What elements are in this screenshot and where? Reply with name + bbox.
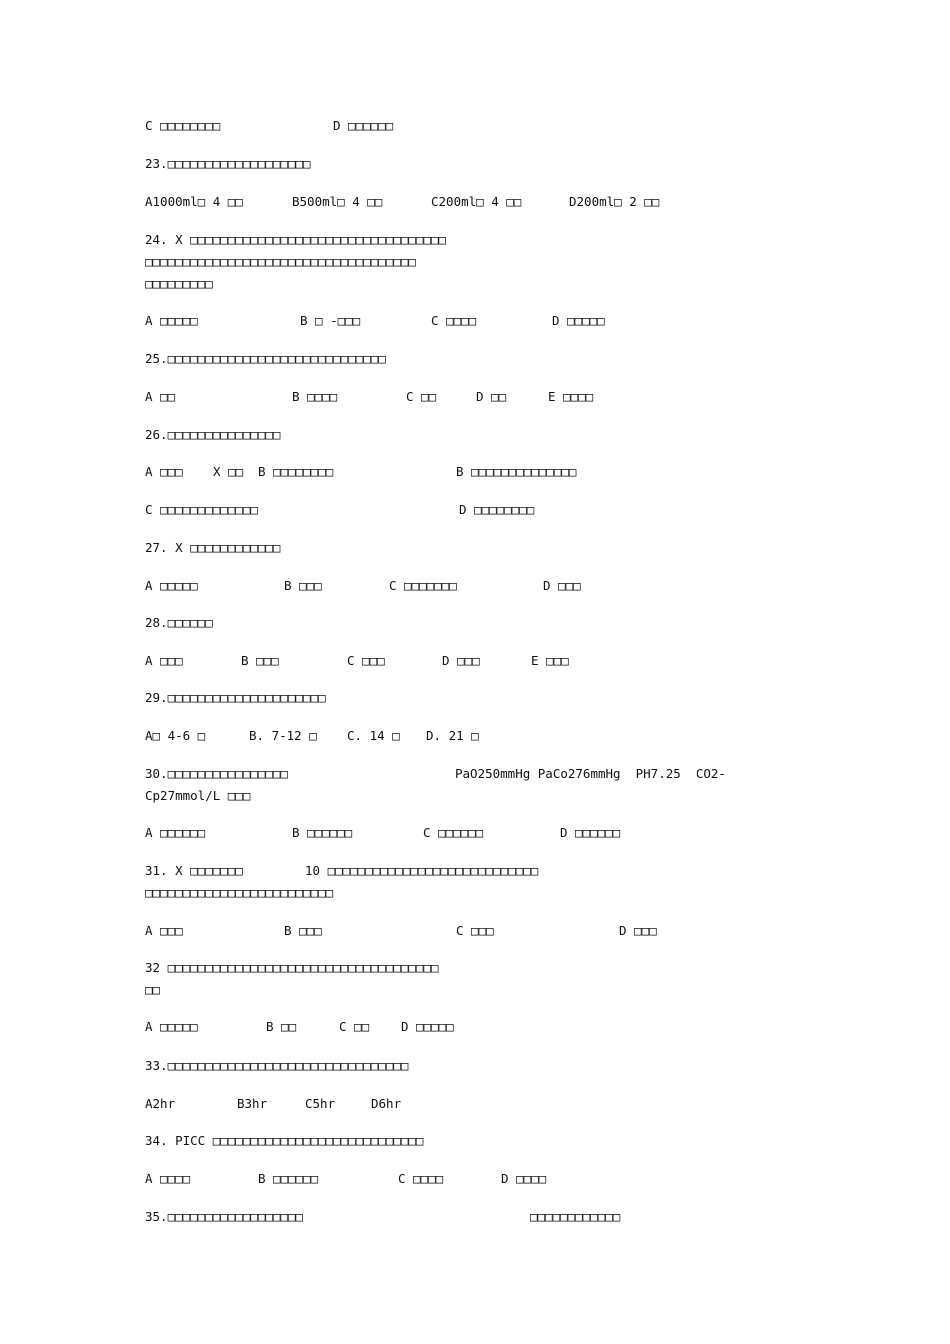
question-25: 25.□□□□□□□□□□□□□□□□□□□□□□□□□□□□□ [145, 351, 386, 366]
question-23: 23.□□□□□□□□□□□□□□□□□□□ [145, 156, 311, 171]
option-a: A □□ [145, 389, 176, 404]
question-31-line-2: □□□□□□□□□□□□□□□□□□□□□□□□□ [145, 885, 334, 900]
option-c: C □□□□□□□□□□□□□ [145, 502, 258, 517]
question-30-values: PaO250mmHg PaCo276mmHg PH7.25 CO2- [455, 766, 726, 781]
option-c: C □□□□ [431, 313, 477, 328]
option-b: B. 7-12 □ [249, 728, 317, 743]
question-30: 30.□□□□□□□□□□□□□□□□ [145, 766, 288, 781]
option-c: C □□ [339, 1019, 370, 1034]
option-a-cont: X □□ [213, 464, 244, 479]
option-b: B □□□ [241, 653, 279, 668]
option-c: C □□ [406, 389, 437, 404]
question-34: 34. PICC □□□□□□□□□□□□□□□□□□□□□□□□□□□□ [145, 1133, 424, 1148]
option-a: A □□□□□□ [145, 825, 206, 840]
question-31-cont: 10 □□□□□□□□□□□□□□□□□□□□□□□□□□□□ [305, 863, 539, 878]
option-b: B500ml□ 4 □□ [292, 194, 383, 209]
option-b: B □□□ [284, 578, 322, 593]
option-e: E □□□□ [548, 389, 594, 404]
option-d: D6hr [371, 1096, 402, 1111]
question-28: 28.□□□□□□ [145, 615, 213, 630]
option-b: B □□□□ [292, 389, 338, 404]
option-d: D. 21 □ [426, 728, 479, 743]
option-b: B3hr [237, 1096, 268, 1111]
question-24-line-2: □□□□□□□□□□□□□□□□□□□□□□□□□□□□□□□□□□□□ [145, 254, 416, 269]
option-a: A □□□□□ [145, 313, 198, 328]
question-24: 24. X □□□□□□□□□□□□□□□□□□□□□□□□□□□□□□□□□□ [145, 232, 447, 247]
question-26: 26.□□□□□□□□□□□□□□□ [145, 427, 281, 442]
option-b: B □□□□□□□□ [258, 464, 334, 479]
option-b: B □□□□□□ [292, 825, 353, 840]
option-d: D □□□ [619, 923, 657, 938]
question-32: 32 □□□□□□□□□□□□□□□□□□□□□□□□□□□□□□□□□□□□ [145, 960, 439, 975]
option-d: D □□□□□□ [560, 825, 621, 840]
option-e: E □□□ [531, 653, 569, 668]
option-a: A □□□□□ [145, 578, 198, 593]
option-a: A□ 4-6 □ [145, 728, 206, 743]
option-c: C200ml□ 4 □□ [431, 194, 522, 209]
question-24-line-3: □□□□□□□□□ [145, 276, 213, 291]
option-d: D200ml□ 2 □□ [569, 194, 660, 209]
option-d: D □□□□□□□□ [459, 502, 535, 517]
question-30-line-2: Cp27mmol/L □□□ [145, 788, 251, 803]
option-d: D □□□□□ [552, 313, 605, 328]
option-c: C. 14 □ [347, 728, 400, 743]
question-31: 31. X □□□□□□□ [145, 863, 243, 878]
option-c: C □□□□□□□ [389, 578, 457, 593]
option-d: D □□□ [543, 578, 581, 593]
option-c: C □□□□□□□□ [145, 118, 221, 133]
option-d: D □□□□ [501, 1171, 547, 1186]
option-a: A1000ml□ 4 □□ [145, 194, 243, 209]
option-c: C □□□□ [398, 1171, 444, 1186]
option-c: C □□□ [347, 653, 385, 668]
option-d: D □□□□□ [401, 1019, 454, 1034]
question-29: 29.□□□□□□□□□□□□□□□□□□□□□ [145, 690, 326, 705]
option-b-alt: B □□□□□□□□□□□□□□ [456, 464, 577, 479]
option-d: D □□□□□□ [333, 118, 394, 133]
option-a: A □□□□ [145, 1171, 191, 1186]
option-d: D □□□ [442, 653, 480, 668]
option-b: B □□□□□□ [258, 1171, 319, 1186]
option-c: C □□□ [456, 923, 494, 938]
question-35: 35.□□□□□□□□□□□□□□□□□□ [145, 1209, 304, 1224]
option-a: A □□□ [145, 464, 183, 479]
option-b: B □□ [266, 1019, 297, 1034]
option-a: A □□□□□ [145, 1019, 198, 1034]
option-a: A2hr [145, 1096, 176, 1111]
option-c: C5hr [305, 1096, 336, 1111]
option-b: B □□□ [284, 923, 322, 938]
question-35-cont: □□□□□□□□□□□□ [530, 1209, 621, 1224]
option-c: C □□□□□□ [423, 825, 484, 840]
question-27: 27. X □□□□□□□□□□□□ [145, 540, 281, 555]
question-33: 33.□□□□□□□□□□□□□□□□□□□□□□□□□□□□□□□□ [145, 1058, 409, 1073]
question-32-line-2: □□ [145, 982, 161, 997]
option-d: D □□ [476, 389, 507, 404]
option-a: A □□□ [145, 923, 183, 938]
option-a: A □□□ [145, 653, 183, 668]
option-b: B □ -□□□ [300, 313, 361, 328]
